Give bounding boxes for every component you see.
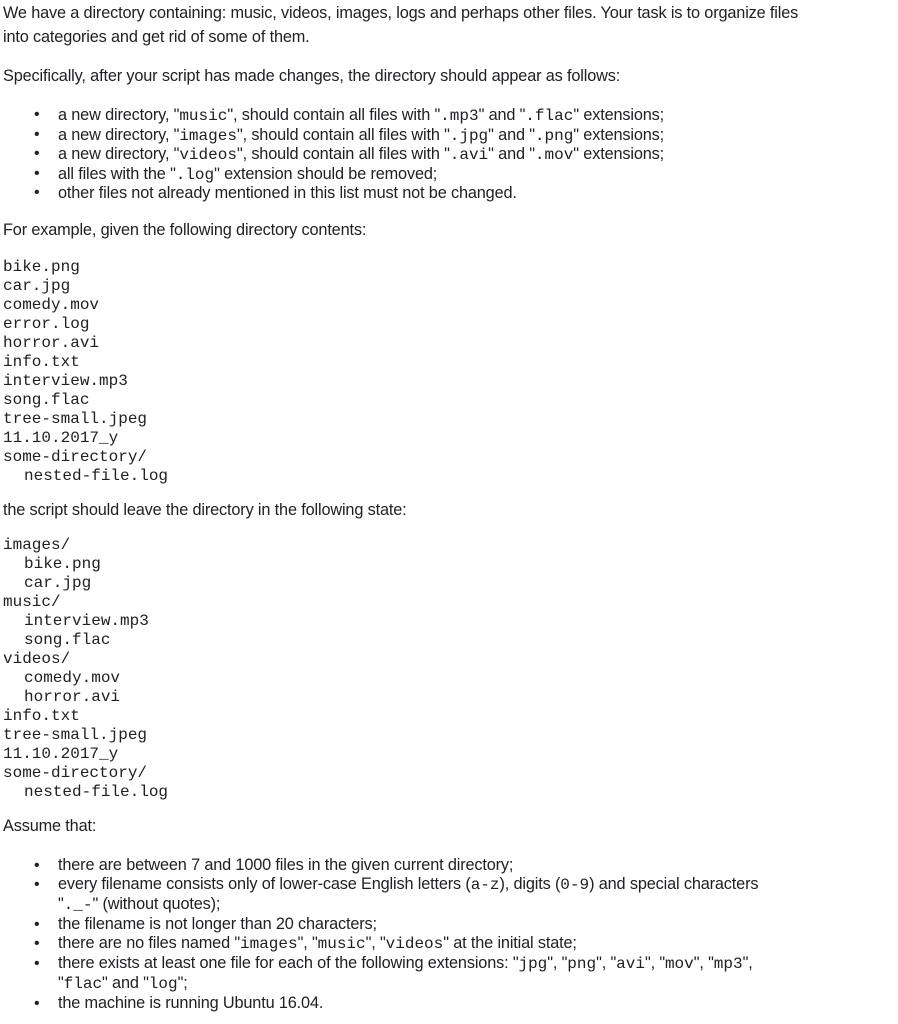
- list-item: bike.png: [3, 258, 80, 276]
- list-item: info.txt: [3, 707, 80, 725]
- bullet-icon: •: [34, 995, 40, 1012]
- text: ", ": [693, 954, 714, 972]
- code: .png: [534, 126, 574, 145]
- list-item: [3, 994, 758, 1013]
- text: ", ": [596, 954, 617, 972]
- text: " and ": [102, 974, 149, 992]
- text: " and ": [488, 125, 535, 144]
- text: " extension should be removed;: [214, 164, 438, 183]
- list-item: some-directory/: [3, 764, 148, 782]
- list-item: images/: [3, 536, 71, 554]
- text: the filename is not longer than 20 characters;: [58, 915, 377, 933]
- list-item: car.jpg: [3, 277, 71, 295]
- text: every filename consists only of lower-case English letters (: [58, 875, 471, 893]
- text: ", should contain all files with ": [236, 125, 450, 144]
- assume-intro: Assume that:: [3, 817, 97, 835]
- text: ) and special characters: [589, 875, 759, 893]
- list-item: comedy.mov: [24, 669, 121, 687]
- bullet-icon: •: [34, 935, 40, 952]
- list-item: [3, 126, 664, 146]
- code: mp3: [713, 955, 743, 973]
- text: ": [58, 895, 64, 913]
- assumptions-list: [3, 856, 758, 1013]
- bullet-icon: •: [34, 164, 40, 182]
- list-item: horror.avi: [24, 688, 121, 706]
- bullet-icon: •: [34, 125, 40, 143]
- list-item: 11.10.2017_y: [3, 429, 119, 447]
- bullet-icon: •: [34, 857, 40, 874]
- list-item: nested-file.log: [24, 467, 169, 485]
- text: " extensions;: [573, 125, 665, 144]
- list-item: comedy.mov: [3, 296, 100, 314]
- text: " and ": [488, 145, 535, 164]
- code: log: [148, 975, 178, 993]
- list-item: [3, 856, 758, 875]
- list-item: interview.mp3: [24, 612, 149, 630]
- list-item: [3, 934, 758, 954]
- code: .mov: [534, 146, 574, 165]
- text: there are no files named ": [58, 934, 240, 952]
- specifically-paragraph: Specifically, after your script has made changes, the directory should appear as follows:: [3, 67, 621, 85]
- text: " (without quotes);: [92, 895, 221, 913]
- code: .mp3: [440, 107, 479, 125]
- text: ", should contain all files with ": [236, 145, 450, 164]
- text: there exists at least one file for each of the following extensions: ": [58, 954, 519, 972]
- list-item: [3, 106, 664, 126]
- code: images: [239, 935, 298, 953]
- code: a-z: [470, 876, 500, 894]
- after-intro: the script should leave the directory in the following state:: [3, 501, 407, 519]
- code: png: [567, 955, 597, 973]
- list-item: nested-file.log: [24, 783, 169, 801]
- text: ", should contain all files with ": [227, 106, 441, 124]
- list-item: car.jpg: [24, 574, 92, 592]
- text: " extensions;: [573, 145, 665, 164]
- code: music: [317, 935, 366, 953]
- code: ._-: [63, 896, 93, 914]
- after-listing: [3, 536, 168, 802]
- text: a new directory, ": [58, 145, 180, 164]
- list-item: [3, 954, 758, 994]
- code: mov: [664, 955, 694, 973]
- bullet-icon: •: [34, 184, 40, 202]
- bullet-icon: •: [34, 106, 40, 123]
- code: .avi: [449, 146, 489, 165]
- text: ", ": [644, 954, 665, 972]
- bullet-icon: •: [34, 145, 40, 163]
- list-item: song.flac: [3, 391, 90, 409]
- requirements-list: [3, 106, 664, 203]
- list-item: tree-small.jpeg: [3, 410, 148, 428]
- list-item: some-directory/: [3, 448, 148, 466]
- list-item: bike.png: [24, 555, 101, 573]
- intro-line-1: We have a directory containing: music, videos, images, logs and perhaps other files. Your task is to organize files: [3, 4, 799, 22]
- list-item: videos/: [3, 650, 71, 668]
- list-item: 11.10.2017_y: [3, 745, 119, 763]
- list-item: [3, 145, 664, 165]
- text: ", ": [365, 934, 386, 952]
- text: the machine is running Ubuntu 16.04.: [58, 994, 324, 1012]
- text: ), digits (: [499, 875, 561, 893]
- list-item: [3, 875, 758, 915]
- code: images: [179, 126, 237, 145]
- text: all files with the ": [58, 164, 176, 183]
- text: " at the initial state;: [443, 934, 577, 952]
- list-item: tree-small.jpeg: [3, 726, 148, 744]
- code: flac: [63, 975, 103, 993]
- bullet-icon: •: [34, 876, 40, 893]
- text: ", ": [297, 934, 318, 952]
- code: .log: [175, 165, 215, 184]
- text: " extensions;: [573, 106, 665, 124]
- code: jpg: [518, 955, 548, 973]
- list-item: song.flac: [24, 631, 111, 649]
- text: " and ": [478, 106, 526, 124]
- list-item: info.txt: [3, 353, 80, 371]
- text: other files not already mentioned in this list must not be changed.: [58, 184, 517, 203]
- code: .flac: [525, 107, 574, 125]
- list-item: error.log: [3, 315, 90, 333]
- list-item: horror.avi: [3, 334, 100, 352]
- code: videos: [385, 935, 444, 953]
- text: a new directory, ": [58, 125, 180, 144]
- text: there are between 7 and 1000 files in the given current directory;: [58, 856, 514, 874]
- text: a new directory, ": [58, 106, 180, 124]
- list-item: interview.mp3: [3, 372, 128, 390]
- list-item: [3, 915, 758, 934]
- example-intro: For example, given the following directory contents:: [3, 221, 367, 239]
- code: videos: [179, 146, 237, 165]
- intro-line-2: into categories and get rid of some of them.: [3, 28, 310, 46]
- text: ", ": [547, 954, 568, 972]
- code: .jpg: [449, 126, 489, 145]
- bullet-icon: •: [34, 916, 40, 933]
- text: ": [58, 974, 64, 992]
- list-item: [3, 184, 664, 203]
- code: avi: [616, 955, 645, 973]
- bullet-icon: •: [34, 955, 40, 972]
- text: ",: [742, 954, 753, 972]
- text: ";: [177, 974, 188, 992]
- before-listing: [3, 258, 168, 486]
- code: music: [179, 107, 228, 125]
- list-item: [3, 165, 664, 185]
- code: 0-9: [560, 876, 590, 894]
- list-item: music/: [3, 593, 61, 611]
